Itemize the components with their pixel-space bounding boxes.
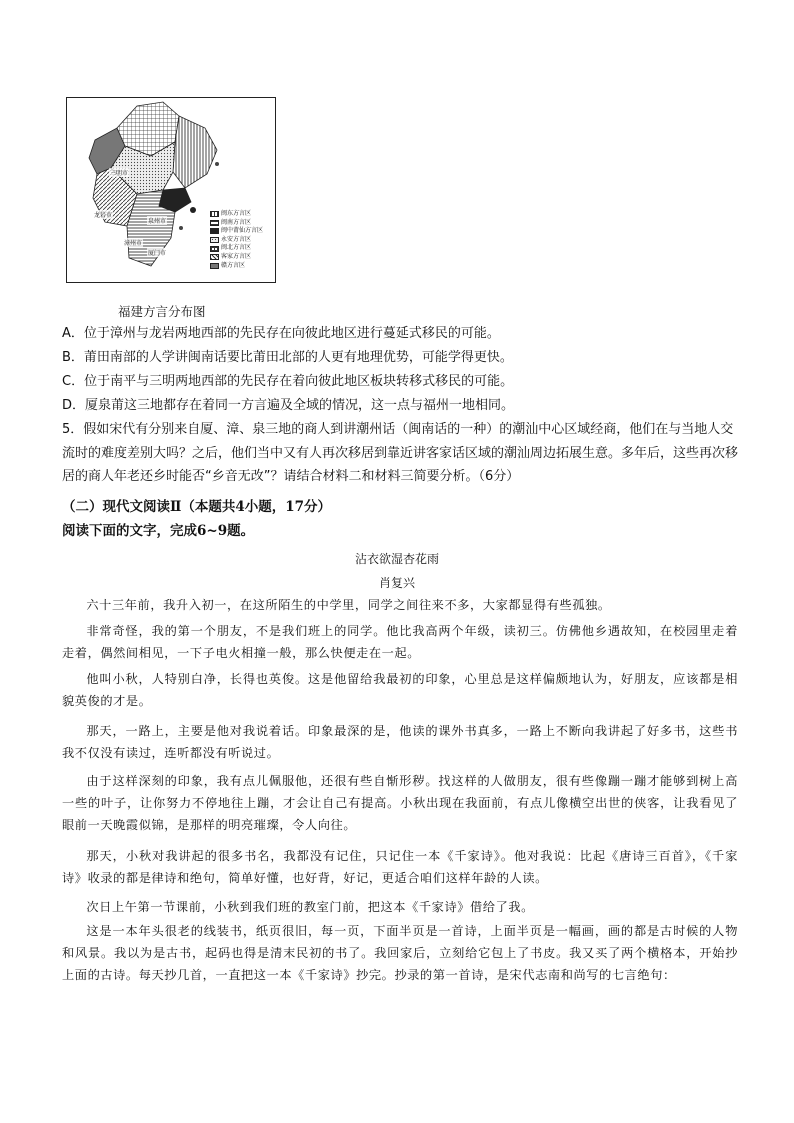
legend-label: 闽中莆仙方言区 [221, 227, 264, 235]
city-label-xiamen: 厦门市 [148, 250, 167, 257]
question-5: 5．假如宋代有分别来自厦、漳、泉三地的商人到讲潮州话（闽南话的一种）的潮汕中心区域经商，他们在与当地人交流时的难度差别大吗？之后，他们当中又有人再次移居到靠近讲客家话区域的潮汕周边拓展生意。多年后，这些再次移居的商人年老还乡时能否“乡音无改”？请结合材料二和材料三简要分析。（6分） [62, 422, 739, 485]
legend-label: 客家方言区 [221, 252, 252, 260]
fujian-dialect-map [66, 97, 276, 283]
legend-item [210, 210, 263, 219]
option-a: A．位于漳州与龙岩两地西部的先民存在向彼此地区进行蔓延式移民的可能。 [62, 326, 500, 341]
legend-item [210, 227, 263, 236]
story-title: 沾衣欲湿杏花雨 [354, 552, 439, 566]
legend-swatch [210, 263, 219, 269]
legend-swatch [210, 228, 219, 234]
legend-swatch [210, 254, 219, 260]
option-d: D．厦泉莆这三地都存在着同一方言遍及全域的情况，这一点与福州一地相同。 [62, 398, 515, 413]
legend-item [210, 244, 263, 253]
map-caption: 福建方言分布图 [118, 304, 206, 319]
story-paragraph: 次日上午第一节课前，小秋到我们班的教室门前，把这本《千家诗》借给了我。 [86, 900, 534, 914]
legend-swatch [210, 237, 219, 243]
story-paragraph: 那天，小秋对我讲起的很多书名，我都没有记住，只记住一本《千家诗》。他对我说：比起《唐诗三百首》，《千家诗》收录的都是律诗和绝句，简单好懂，也好背，好记，更适合咱们这样年龄的人读。 [62, 849, 738, 885]
legend-item [210, 262, 263, 271]
city-label-quanzhou: 泉州市 [148, 218, 167, 225]
story-author: 肖复兴 [378, 576, 415, 590]
story-paragraph: 六十三年前，我升入初一，在这所陌生的中学里，同学之间往来不多，大家都显得有些孤独。 [86, 598, 611, 612]
city-label-longyan: 龙岩市 [94, 212, 113, 219]
story-paragraph: 那天，一路上，主要是他对我说着话。印象最深的是，他读的课外书真多，一路上不断向我讲起了好多书，这些书我不仅没有读过，连听都没有听说过。 [62, 724, 738, 760]
legend-swatch [210, 211, 219, 217]
legend-item [210, 219, 263, 228]
story-paragraph: 非常奇怪，我的第一个朋友，不是我们班上的同学。他比我高两个年级，读初三。仿佛他乡遇故知，在校园里走着走着，偶然间相见，一下子电火相撞一般，那么快便走在一起。 [62, 624, 738, 660]
story-paragraph: 这是一本年头很老的线装书，纸页很旧，每一页，下面半页是一首诗，上面半页是一幅画，画的都是古时候的人物和风景。我以为是古书，起码也得是清末民初的书了。我回家后，立刻给它包上了书皮。我又买了两个横格本，开始抄上面的古诗。每天抄几首，一直把这一本《千家诗》抄完。抄录的第一首诗，是宋代志南和尚写的七言绝句： [62, 924, 738, 982]
city-label-sanming: 三明市 [110, 170, 129, 177]
map-legend [210, 210, 263, 270]
legend-label: 赣方言区 [221, 261, 246, 269]
option-b: B．莆田南部的人学讲闽南话要比莆田北部的人更有地理优势，可能学得更快。 [62, 350, 513, 365]
section-heading: （二）现代文阅读Ⅱ（本题共4小题，17分） [62, 499, 332, 515]
legend-swatch [210, 220, 219, 226]
story-paragraph: 他叫小秋，人特别白净，长得也英俊。这是他留给我最初的印象，心里总是这样偏颇地认为，好朋友，应该都是相貌英俊的才是。 [62, 672, 738, 708]
legend-label: 永安方言区 [221, 235, 252, 243]
legend-swatch [210, 246, 219, 252]
city-label-zhangzhou: 漳州市 [124, 240, 143, 247]
story-paragraph: 由于这样深刻的印象，我有点儿佩服他，还很有些自惭形秽。找这样的人做朋友，很有些像蹦一蹦才能够到树上高一些的叶子，让你努力不停地往上蹦，才会让自己有提高。小秋出现在我面前，有点儿像横空出世的侠客，让我看见了眼前一天晚霞似锦，是那样的明亮璀璨，令人向往。 [62, 774, 738, 832]
legend-item [210, 253, 263, 262]
legend-label: 闽南方言区 [221, 218, 252, 226]
legend-label: 闽北方言区 [221, 244, 252, 252]
section-instruction: 阅读下面的文字，完成6~9题。 [62, 523, 255, 539]
option-c: C．位于南平与三明两地西部的先民存在着向彼此地区板块转移式移民的可能。 [62, 374, 514, 389]
legend-label: 闽东方言区 [221, 210, 252, 217]
